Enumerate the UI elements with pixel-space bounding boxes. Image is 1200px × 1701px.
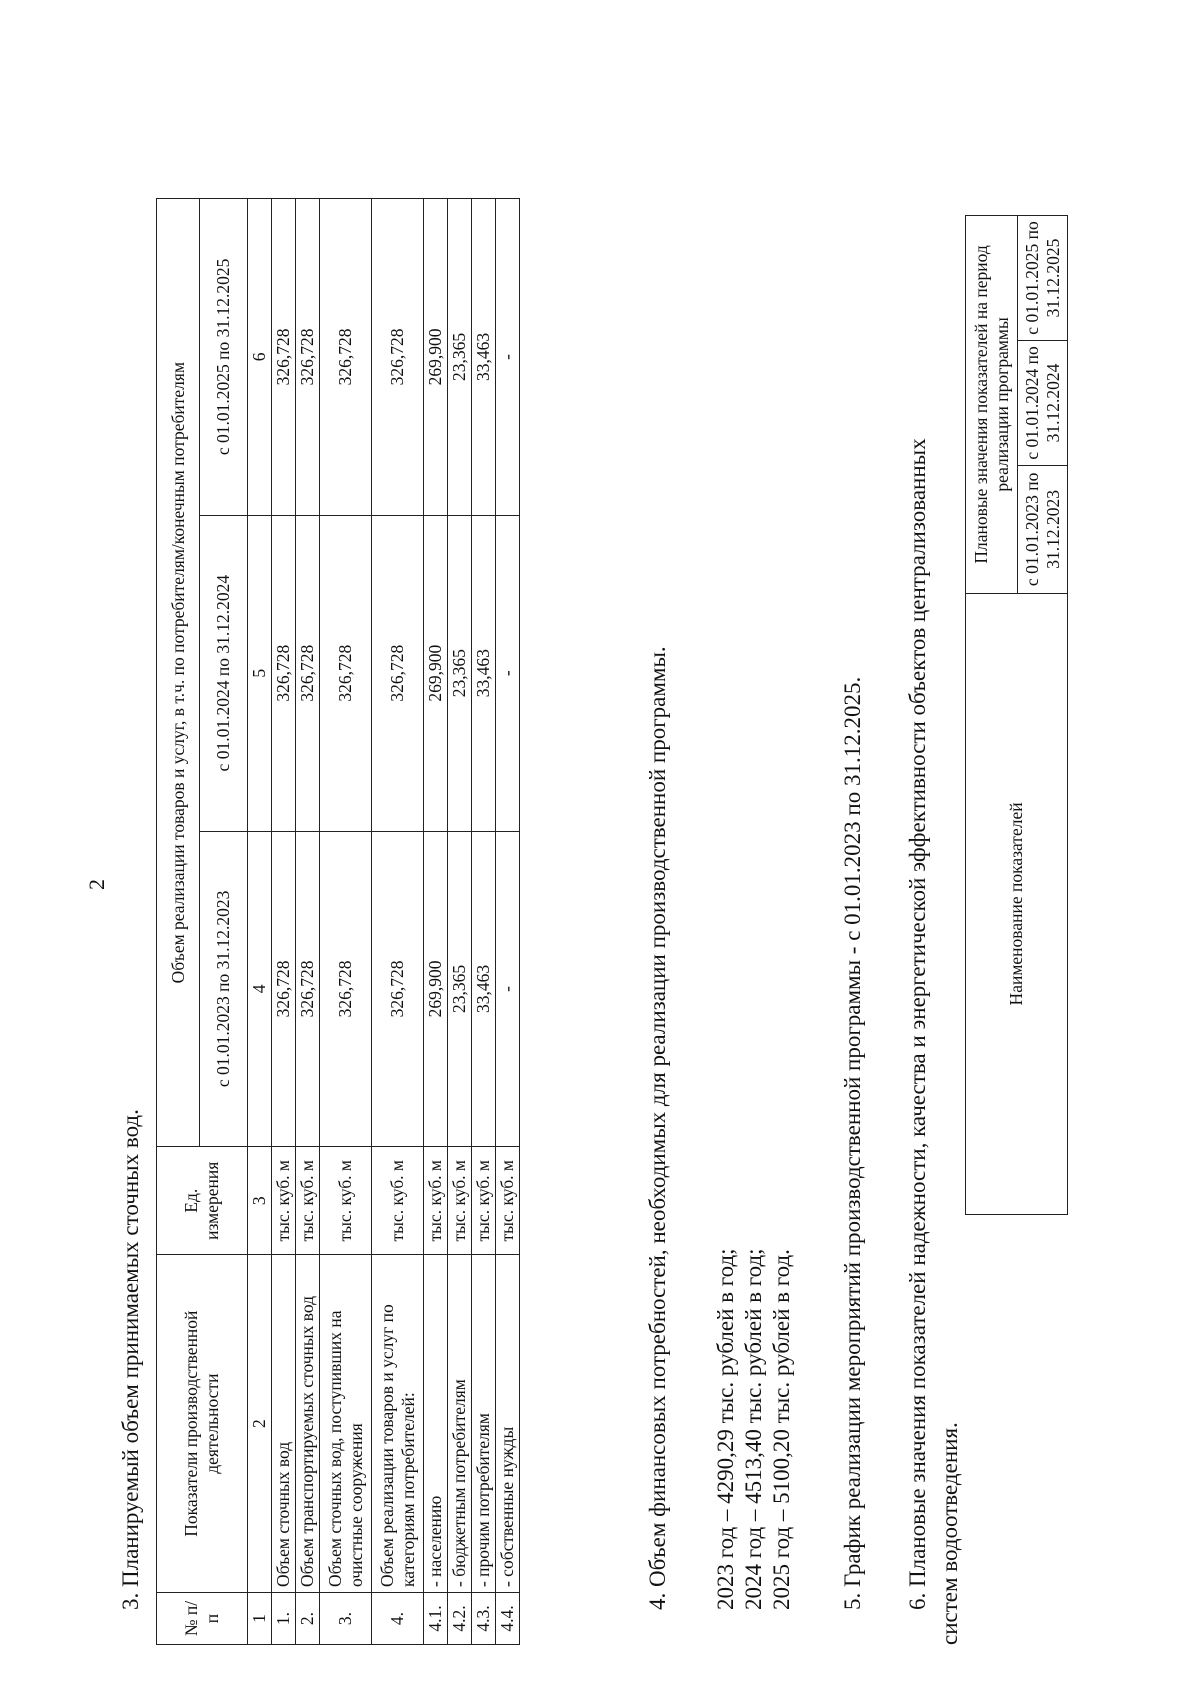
row-name: Объем сточных вод xyxy=(272,1255,296,1593)
rotated-page xyxy=(0,60,1200,1660)
header-volume-group: Объем реализации товаров и услуг, в т.ч. по потребителям/конечным потребителям xyxy=(157,199,200,1147)
header-period-2023: с 01.01.2023 по 31.12.2023 xyxy=(200,831,248,1147)
table-row xyxy=(272,199,296,1645)
row-name: - бюджетным потребителям xyxy=(448,1255,472,1593)
row-value-2025: - xyxy=(496,199,520,516)
row-name: - прочим потребителям xyxy=(472,1255,496,1593)
col-number: 1 xyxy=(248,1593,272,1645)
row-value-2023: 326,728 xyxy=(320,831,372,1147)
row-name: Объем транспортируемых сточных вод xyxy=(296,1255,320,1593)
row-value-2024: - xyxy=(496,515,520,831)
financial-needs-list xyxy=(712,1248,796,1610)
row-num: 1. xyxy=(272,1593,296,1645)
col-number: 6 xyxy=(248,199,272,516)
row-value-2023: 33,463 xyxy=(472,831,496,1147)
row-value-2025: 269,900 xyxy=(424,199,448,516)
row-unit: тыс. куб. м xyxy=(272,1147,296,1255)
row-value-2023: 326,728 xyxy=(296,831,320,1147)
section-6-title: 6. Плановые значения показателей надежности, качества и энергетической эффективности объектов централизованных xyxy=(905,438,930,1610)
row-value-2025: 326,728 xyxy=(320,199,372,516)
row-unit: тыс. куб. м xyxy=(496,1147,520,1255)
col-number: 5 xyxy=(248,515,272,831)
row-value-2024: 326,728 xyxy=(372,515,424,831)
header-period-2024: с 01.01.2024 по 31.12.2024 xyxy=(1018,340,1068,465)
header-period-2024: с 01.01.2024 по 31.12.2024 xyxy=(200,515,248,831)
header-unit: Ед. измерения xyxy=(157,1147,248,1255)
financial-line-2023: 2023 год – 4290,29 тыс. рублей в год; xyxy=(713,1248,738,1610)
row-num: 3. xyxy=(320,1593,372,1645)
col-number: 3 xyxy=(248,1147,272,1255)
table-row xyxy=(472,199,496,1645)
row-unit: тыс. куб. м xyxy=(296,1147,320,1255)
financial-line-2025: 2025 год – 5100,20 тыс. рублей в год. xyxy=(769,1249,794,1610)
table-row xyxy=(320,199,372,1645)
row-value-2025: 326,728 xyxy=(272,199,296,516)
row-unit: тыс. куб. м xyxy=(320,1147,372,1255)
row-num: 4.1. xyxy=(424,1593,448,1645)
row-value-2025: 326,728 xyxy=(372,199,424,516)
column-number-row xyxy=(248,199,272,1645)
row-name: - населению xyxy=(424,1255,448,1593)
row-name: Объем реализации товаров и услуг по категориям потребителей: xyxy=(372,1255,424,1593)
row-value-2024: 326,728 xyxy=(320,515,372,831)
row-name: - собственные нужды xyxy=(496,1255,520,1593)
row-unit: тыс. куб. м xyxy=(448,1147,472,1255)
row-value-2024: 269,900 xyxy=(424,515,448,831)
header-planned-values: Плановые значения показателей на период реализации программы xyxy=(966,216,1018,594)
row-value-2023: 326,728 xyxy=(272,831,296,1147)
wastewater-volume-table xyxy=(156,198,520,1645)
col-number: 2 xyxy=(248,1255,272,1593)
row-num: 4.4. xyxy=(496,1593,520,1645)
row-num: 4.3. xyxy=(472,1593,496,1645)
row-num: 2. xyxy=(296,1593,320,1645)
section-3-title: 3. Планируемый объем принимаемых сточных вод. xyxy=(118,1109,143,1610)
row-value-2023: 326,728 xyxy=(372,831,424,1147)
row-value-2023: 269,900 xyxy=(424,831,448,1147)
row-value-2025: 326,728 xyxy=(296,199,320,516)
row-unit: тыс. куб. м xyxy=(424,1147,448,1255)
financial-line-2024: 2024 год – 4513,40 тыс. рублей в год; xyxy=(741,1248,766,1610)
row-name: Объем сточных вод, поступивших на очистные сооружения xyxy=(320,1255,372,1593)
table-row xyxy=(448,199,472,1645)
row-value-2025: 33,463 xyxy=(472,199,496,516)
table-row xyxy=(496,199,520,1645)
header-indicator: Показатели производственной деятельности xyxy=(157,1255,248,1593)
row-value-2025: 23,365 xyxy=(448,199,472,516)
header-num: № п/п xyxy=(157,1593,248,1645)
section-6-title-continued: систем водоотведения. xyxy=(937,1422,962,1645)
col-number: 4 xyxy=(248,831,272,1147)
header-period-2025: с 01.01.2025 по 31.12.2025 xyxy=(200,199,248,516)
header-period-2023: с 01.01.2023 по 31.12.2023 xyxy=(1018,465,1068,593)
table-row xyxy=(372,199,424,1645)
row-value-2024: 23,365 xyxy=(448,515,472,831)
row-value-2024: 326,728 xyxy=(296,515,320,831)
row-unit: тыс. куб. м xyxy=(372,1147,424,1255)
header-period-2025: с 01.01.2025 по 31.12.2025 xyxy=(1018,216,1068,341)
row-value-2023: - xyxy=(496,831,520,1147)
section-5-title: 5. График реализации мероприятий производственной программы - с 01.01.2023 по 31.12.2025. xyxy=(840,676,865,1610)
page-number: 2 xyxy=(84,879,109,890)
header-indicator-name: Наименование показателей xyxy=(966,593,1068,1214)
row-value-2023: 23,365 xyxy=(448,831,472,1147)
table-row xyxy=(424,199,448,1645)
row-num: 4.2. xyxy=(448,1593,472,1645)
section-4-title: 4. Объем финансовых потребностей, необходимых для реализации производственной программы. xyxy=(645,646,670,1610)
reliability-indicators-table xyxy=(965,215,1068,1215)
row-num: 4. xyxy=(372,1593,424,1645)
table-row xyxy=(296,199,320,1645)
row-value-2024: 33,463 xyxy=(472,515,496,831)
row-value-2024: 326,728 xyxy=(272,515,296,831)
row-unit: тыс. куб. м xyxy=(472,1147,496,1255)
